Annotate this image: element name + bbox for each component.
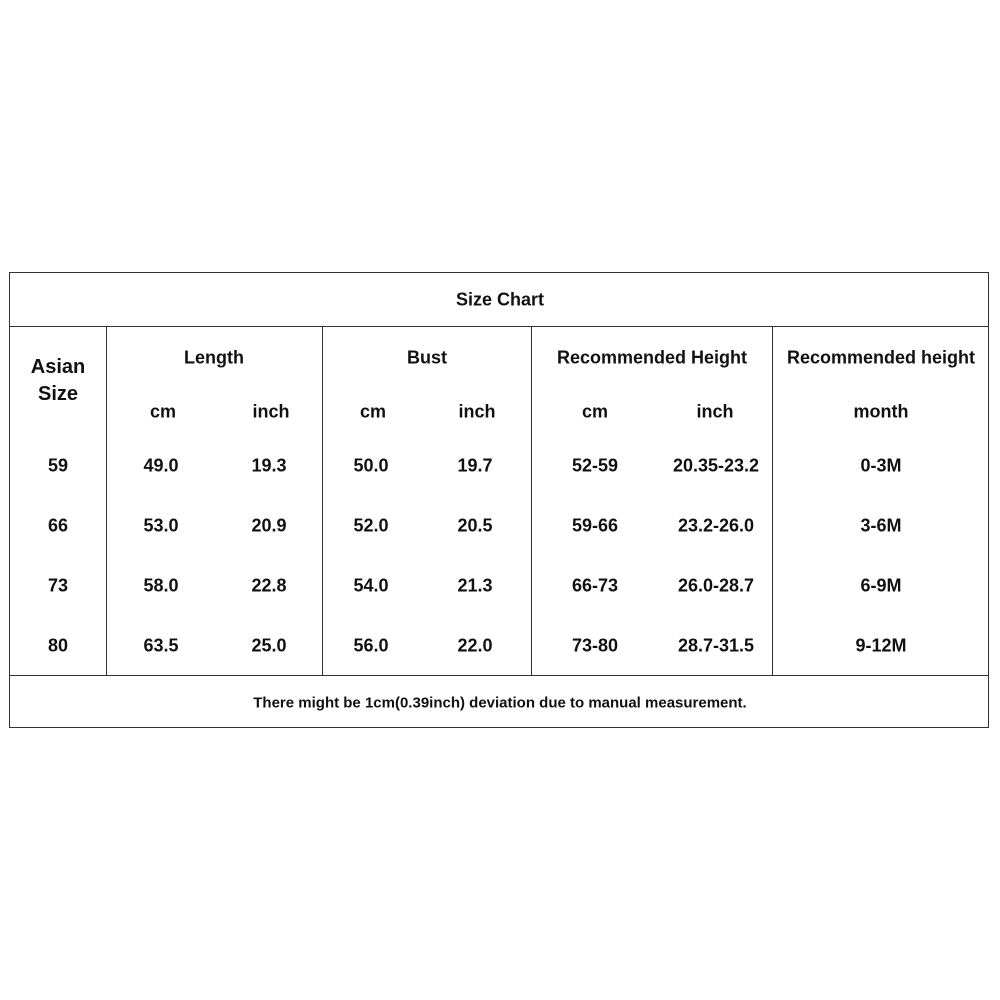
table-cell-length-inch: 20.9 (251, 515, 287, 536)
table-cell-month: 3-6M (860, 515, 902, 536)
unit-bust-inch: inch (458, 401, 496, 422)
chart-title: Size Chart (455, 289, 545, 310)
column-divider (772, 326, 773, 675)
table-cell-size: 80 (47, 635, 69, 656)
title-divider (9, 326, 989, 327)
table-cell-height-inch: 26.0-28.7 (677, 575, 755, 596)
footer-divider (9, 675, 989, 676)
table-cell-height-inch: 20.35-23.2 (672, 455, 760, 476)
header-recommended-height: Recommended Height (556, 347, 748, 368)
unit-length-inch: inch (252, 401, 290, 422)
table-cell-length-inch: 25.0 (251, 635, 287, 656)
column-divider (322, 326, 323, 675)
unit-height-inch: inch (696, 401, 734, 422)
table-cell-bust-cm: 54.0 (353, 575, 389, 596)
header-recommended-height-month: Recommended height (786, 347, 976, 368)
unit-length-cm: cm (149, 401, 177, 422)
table-cell-height-inch: 23.2-26.0 (677, 515, 755, 536)
table-cell-size: 66 (47, 515, 69, 536)
table-cell-month: 9-12M (855, 635, 907, 656)
unit-height-cm: cm (581, 401, 609, 422)
header-length: Length (184, 347, 244, 368)
header-asian-size: Asian Size (30, 356, 86, 405)
column-divider (106, 326, 107, 675)
measurement-note: There might be 1cm(0.39inch) deviation due to manual measurement. (253, 694, 747, 712)
table-cell-length-cm: 53.0 (143, 515, 179, 536)
table-cell-bust-cm: 56.0 (353, 635, 389, 656)
table-cell-bust-inch: 22.0 (457, 635, 493, 656)
size-chart-table (9, 272, 989, 728)
table-cell-bust-inch: 19.7 (457, 455, 493, 476)
table-cell-length-cm: 58.0 (143, 575, 179, 596)
table-cell-month: 6-9M (860, 575, 902, 596)
unit-month: month (853, 401, 909, 422)
table-cell-length-inch: 19.3 (251, 455, 287, 476)
table-cell-height-inch: 28.7-31.5 (677, 635, 755, 656)
table-cell-bust-inch: 21.3 (457, 575, 493, 596)
table-cell-bust-cm: 52.0 (353, 515, 389, 536)
table-cell-bust-inch: 20.5 (457, 515, 493, 536)
table-cell-length-cm: 49.0 (143, 455, 179, 476)
table-cell-height-cm: 66-73 (571, 575, 619, 596)
table-cell-height-cm: 52-59 (571, 455, 619, 476)
table-cell-length-cm: 63.5 (143, 635, 179, 656)
table-cell-size: 73 (47, 575, 69, 596)
header-bust: Bust (407, 347, 447, 368)
table-cell-size: 59 (47, 455, 69, 476)
table-cell-bust-cm: 50.0 (353, 455, 389, 476)
unit-bust-cm: cm (359, 401, 387, 422)
table-cell-height-cm: 73-80 (571, 635, 619, 656)
table-cell-length-inch: 22.8 (251, 575, 287, 596)
table-cell-month: 0-3M (860, 455, 902, 476)
column-divider (531, 326, 532, 675)
table-cell-height-cm: 59-66 (571, 515, 619, 536)
